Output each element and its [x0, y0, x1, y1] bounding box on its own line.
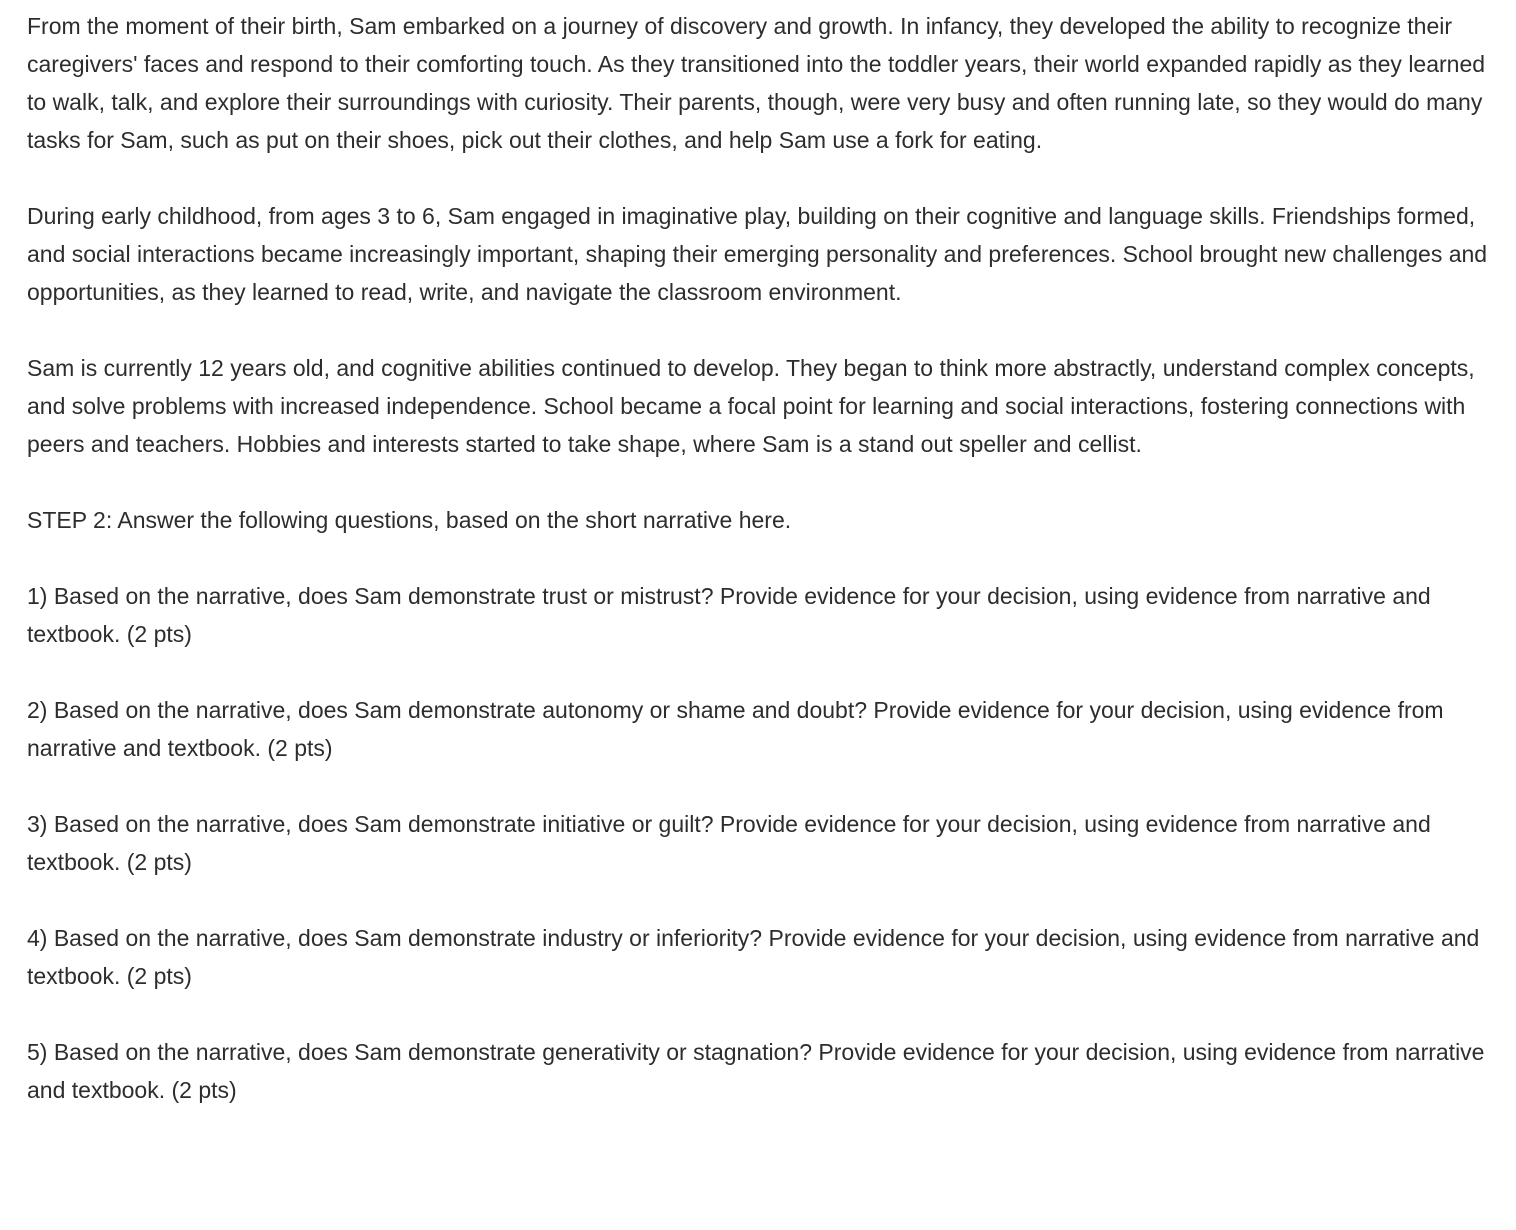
narrative-paragraph-early-childhood: During early childhood, from ages 3 to 6, Sam engaged in imaginative play, building on their cognitive and language skills. Friendships formed, and social interactions became increasingly important, shaping their emerging personality and preferences. School brought new challenges and opportunities, as they learned to read, write, and navigate the classroom environment.: [27, 203, 1488, 305]
question-3: 3) Based on the narrative, does Sam demonstrate initiative or guilt? Provide evidence for your decision, using evidence from narrative and textbook. (2 pts): [27, 811, 1431, 875]
narrative-paragraph-infancy: From the moment of their birth, Sam embarked on a journey of discovery and growth. In infancy, they developed the ability to recognize their caregivers' faces and respond to their comforting touch. As they transitioned into the toddler years, their world expanded rapidly as they learned to walk, talk, and explore their surroundings with curiosity. Their parents, though, were very busy and often running late, so they would do many tasks for Sam, such as put on their shoes, pick out their clothes, and help Sam use a fork for eating.: [27, 13, 1486, 153]
question-5: 5) Based on the narrative, does Sam demonstrate generativity or stagnation? Provide evidence for your decision, using evidence from narrative and textbook. (2 pts): [27, 1039, 1485, 1103]
question-4: 4) Based on the narrative, does Sam demonstrate industry or inferiority? Provide evidence for your decision, using evidence from narrative and textbook. (2 pts): [27, 925, 1480, 989]
question-2: 2) Based on the narrative, does Sam demonstrate autonomy or shame and doubt? Provide evidence for your decision, using evidence from narrative and textbook. (2 pts): [27, 697, 1444, 761]
question-1: 1) Based on the narrative, does Sam demonstrate trust or mistrust? Provide evidence for your decision, using evidence from narrative and textbook. (2 pts): [27, 583, 1431, 647]
narrative-paragraph-current-age: Sam is currently 12 years old, and cognitive abilities continued to develop. They began to think more abstractly, understand complex concepts, and solve problems with increased independence. School became a focal point for learning and social interactions, fostering connections with peers and teachers. Hobbies and interests started to take shape, where Sam is a stand out speller and cellist.: [27, 355, 1475, 457]
step2-instruction: STEP 2: Answer the following questions, based on the short narrative here.: [27, 507, 792, 533]
